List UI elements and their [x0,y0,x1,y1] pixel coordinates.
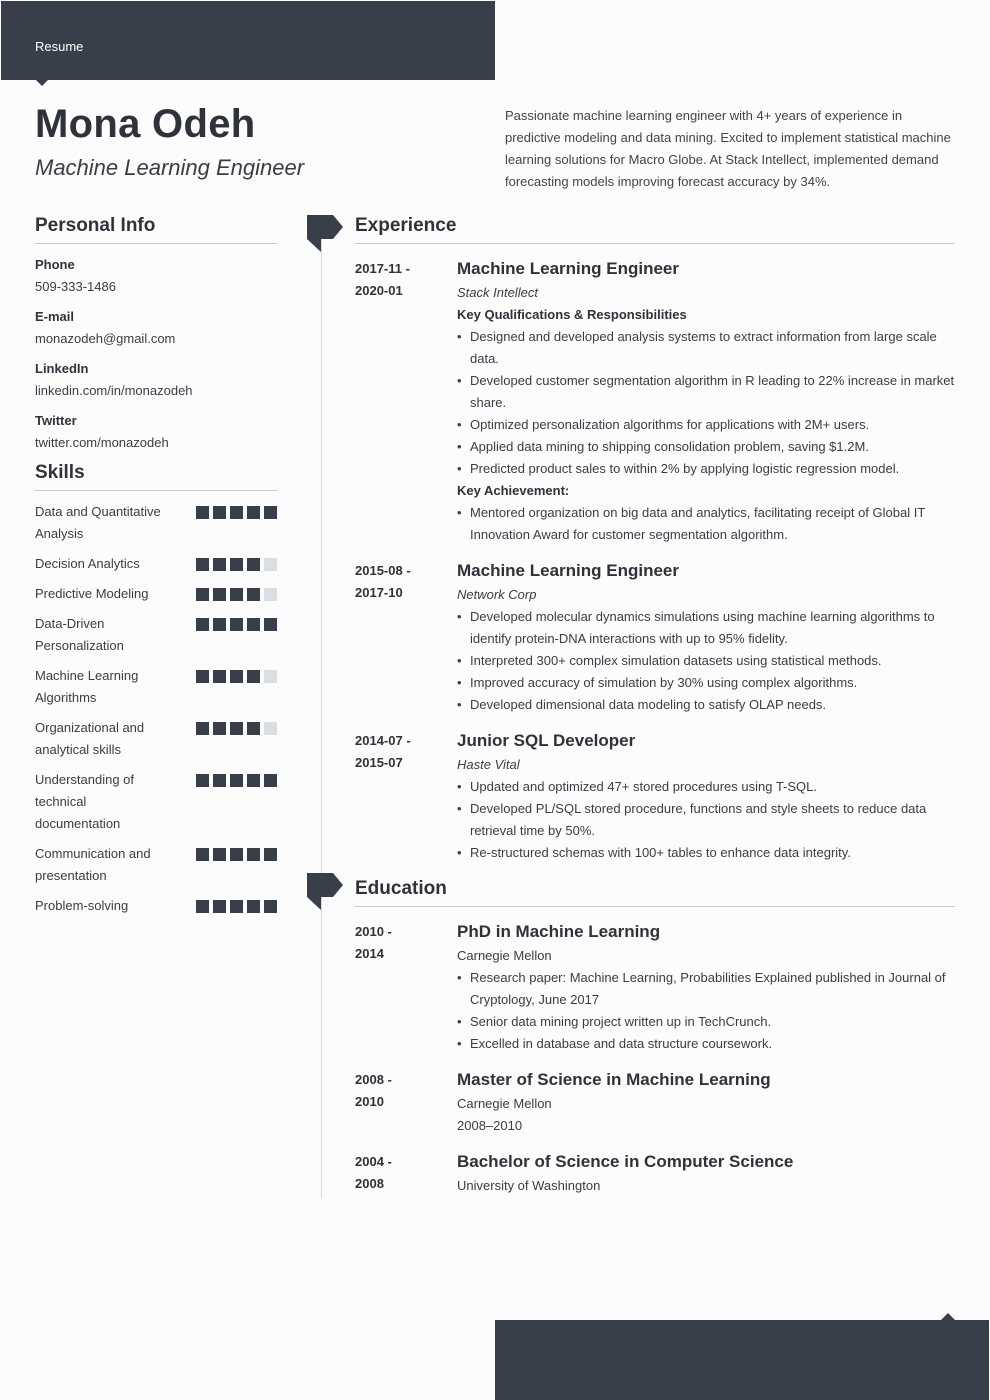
skill-row [35,665,277,709]
job-title: Machine Learning Engineer [457,259,679,278]
date-start: 2017-11 - [355,261,410,276]
skill-level-dot-filled [196,900,209,913]
header-band-notch [35,79,49,86]
skill-level-dot-filled [264,506,277,519]
info-label: E-mail [35,309,75,324]
bullet-list [457,967,955,1055]
skill-level-dot-filled [196,774,209,787]
date-end: 2017-10 [355,585,403,600]
skill-level-dot-filled [196,848,209,861]
entry-date [355,560,457,716]
skill-level-dot-filled [230,774,243,787]
skill-level-dot-filled [230,900,243,913]
skill-level-dot-filled [230,670,243,683]
skill-level-dot-filled [213,558,226,571]
entry-date [355,921,457,1055]
skill-level-dot-filled [247,506,260,519]
skill-name: Predictive Modeling [35,586,149,601]
skill-row [35,717,277,761]
entry-date [355,1151,457,1197]
bullet-item: • Developed molecular dynamics simulations using machine learning algorithms to identify protein-DNA interactions with up to 95% fidelity. [457,606,955,650]
school-name: Carnegie Mellon [457,948,552,963]
entry-body [457,1151,955,1197]
info-label: Twitter [35,413,77,428]
skill-name: Understanding of technical documentation [35,772,135,831]
skill-row [35,583,277,605]
bullet-item: • Predicted product sales to within 2% by applying logistic regression model. [457,458,955,480]
skill-level-dot-filled [196,506,209,519]
bullet-item: • Mentored organization on big data and analytics, facilitating receipt of Global IT Innovation Award for customer segmentation algorithm. [457,502,955,546]
skill-level-dot-filled [230,558,243,571]
skill-level-meter [196,722,277,735]
skill-level-dot-filled [213,618,226,631]
bullet-item: • Developed customer segmentation algorithm in R leading to 22% increase in market share. [457,370,955,414]
degree-years: 2008–2010 [457,1118,523,1133]
experience-heading: Experience [355,215,955,244]
bullet-item: • Research paper: Machine Learning, Probabilities Explained published in Journal of Cryptology, June 2017 [457,967,955,1011]
education-entry [355,1151,955,1197]
skill-name: Data-Driven Personalization [35,616,124,653]
school-name: University of Washington [457,1178,601,1193]
skill-level-dot-filled [264,848,277,861]
experience-entry [355,258,955,546]
skill-row [35,553,277,575]
bullet-list [457,502,955,546]
skill-level-dot-filled [230,848,243,861]
skill-level-meter [196,670,277,683]
timeline-line [321,238,322,1198]
phone-value: 509-333-1486 [35,279,116,294]
skill-row [35,769,277,835]
skill-level-dot-filled [213,670,226,683]
bullet-item: • Applied data mining to shipping consolidation problem, saving $1.2M. [457,436,955,458]
degree-title: Bachelor of Science in Computer Science [457,1152,794,1171]
entry-body [457,1069,955,1137]
experience-flag-icon [307,215,343,253]
skill-level-dot-filled [247,670,260,683]
skill-level-dot-filled [213,774,226,787]
date-start: 2008 - [355,1072,392,1087]
skill-level-meter [196,558,277,571]
bullet-item: • Senior data mining project written up in TechCrunch. [457,1011,955,1033]
skill-level-dot-filled [196,558,209,571]
personal-info-heading: Personal Info [35,215,277,244]
degree-title: Master of Science in Machine Learning [457,1070,771,1089]
bullet-item: • Excelled in database and data structure coursework. [457,1033,955,1055]
personal-info-list [35,254,277,454]
skill-level-dot-filled [230,722,243,735]
skill-level-dot-filled [230,588,243,601]
skill-level-meter [196,506,277,519]
skill-level-dot-filled [213,506,226,519]
footer-band [495,1320,989,1400]
skill-level-dot-empty [264,670,277,683]
info-label: Phone [35,257,75,272]
education-entry [355,1069,955,1137]
skill-level-dot-filled [213,900,226,913]
date-end: 2008 [355,1176,384,1191]
twitter-value: twitter.com/monazodeh [35,435,169,450]
skill-name: Machine Learning Algorithms [35,668,139,705]
skill-row [35,843,277,887]
skill-level-dot-filled [247,900,260,913]
entry-body [457,258,955,546]
bullet-item: • Improved accuracy of simulation by 30% using complex algorithms. [457,672,955,694]
email-value: monazodeh@gmail.com [35,331,176,346]
skill-row [35,613,277,657]
date-end: 2014 [355,946,384,961]
band-label: Resume [35,39,84,54]
bullet-list [457,606,955,716]
skill-level-meter [196,618,277,631]
entry-body [457,730,955,864]
skill-name: Organizational and analytical skills [35,720,145,757]
experience-entry [355,560,955,716]
skill-level-dot-filled [196,588,209,601]
bullet-item: • Optimized personalization algorithms for applications with 2M+ users. [457,414,955,436]
skill-level-meter [196,900,277,913]
skill-name: Data and Quantitative Analysis [35,504,161,541]
company-name: Network Corp [457,587,537,602]
entry-date [355,730,457,864]
skill-level-dot-filled [213,588,226,601]
skill-level-dot-filled [264,900,277,913]
skill-level-meter [196,848,277,861]
header-band [1,1,495,80]
subsection-heading: Key Qualifications & Responsibilities [457,307,687,322]
skill-level-dot-filled [247,618,260,631]
bullet-item: • Designed and developed analysis systems to extract information from large scale data. [457,326,955,370]
candidate-name: Mona Odeh [35,102,256,146]
education-entry [355,921,955,1055]
skill-level-dot-filled [247,722,260,735]
skill-level-dot-empty [264,558,277,571]
linkedin-value: linkedin.com/in/monazodeh [35,383,193,398]
skill-level-dot-filled [247,588,260,601]
skill-level-dot-filled [247,774,260,787]
skill-level-dot-filled [230,506,243,519]
bullet-item: • Developed dimensional data modeling to satisfy OLAP needs. [457,694,955,716]
skills-heading: Skills [35,462,277,491]
bullet-item: • Re-structured schemas with 100+ tables to enhance data integrity. [457,842,955,864]
footer-band-notch [941,1313,955,1320]
date-end: 2010 [355,1094,384,1109]
date-start: 2010 - [355,924,392,939]
info-label: LinkedIn [35,361,89,376]
job-title: Junior SQL Developer [457,731,636,750]
bullet-list [457,776,955,864]
education-flag-icon [307,873,343,911]
skill-level-dot-filled [213,722,226,735]
skill-name: Decision Analytics [35,556,140,571]
entry-date [355,258,457,546]
candidate-role: Machine Learning Engineer [35,155,305,180]
skill-name: Problem-solving [35,898,129,913]
date-end: 2020-01 [355,283,403,298]
bullet-item: • Updated and optimized 47+ stored procedures using T-SQL. [457,776,955,798]
bullet-list [457,326,955,480]
company-name: Haste Vital [457,757,520,772]
entry-date [355,1069,457,1137]
skill-name: Communication and presentation [35,846,151,883]
date-end: 2015-07 [355,755,403,770]
company-name: Stack Intellect [457,285,538,300]
skill-row [35,501,277,545]
skills-list [35,501,277,917]
skill-level-dot-filled [247,558,260,571]
subsection-heading: Key Achievement: [457,483,570,498]
entry-body [457,560,955,716]
skill-level-dot-filled [264,774,277,787]
skill-level-dot-filled [213,848,226,861]
date-start: 2004 - [355,1154,392,1169]
job-title: Machine Learning Engineer [457,561,679,580]
skill-level-dot-empty [264,588,277,601]
skill-level-dot-filled [196,670,209,683]
left-column [35,215,277,925]
skill-level-dot-filled [264,618,277,631]
skill-level-meter [196,588,277,601]
school-name: Carnegie Mellon [457,1096,552,1111]
skill-level-dot-filled [196,722,209,735]
skill-level-dot-filled [247,848,260,861]
skill-row [35,895,277,917]
skill-level-dot-filled [230,618,243,631]
profile-summary: Passionate machine learning engineer with 4+ years of experience in predictive modeling and data mining. Excited to implement statistical machine learning solutions for Macro Globe. At Stack Intellect, implemented demand forecasting models improving forecast accuracy by 34%. [505,108,951,189]
date-start: 2015-08 - [355,563,411,578]
bullet-item: • Interpreted 300+ complex simulation datasets using statistical methods. [457,650,955,672]
degree-title: PhD in Machine Learning [457,922,661,941]
right-column [355,215,955,1197]
date-start: 2014-07 - [355,733,411,748]
education-heading: Education [355,878,955,907]
skill-level-meter [196,774,277,787]
bullet-item: • Developed PL/SQL stored procedure, functions and style sheets to reduce data retrieval time by 50%. [457,798,955,842]
skill-level-dot-empty [264,722,277,735]
skill-level-dot-filled [196,618,209,631]
experience-entry [355,730,955,864]
entry-body [457,921,955,1055]
